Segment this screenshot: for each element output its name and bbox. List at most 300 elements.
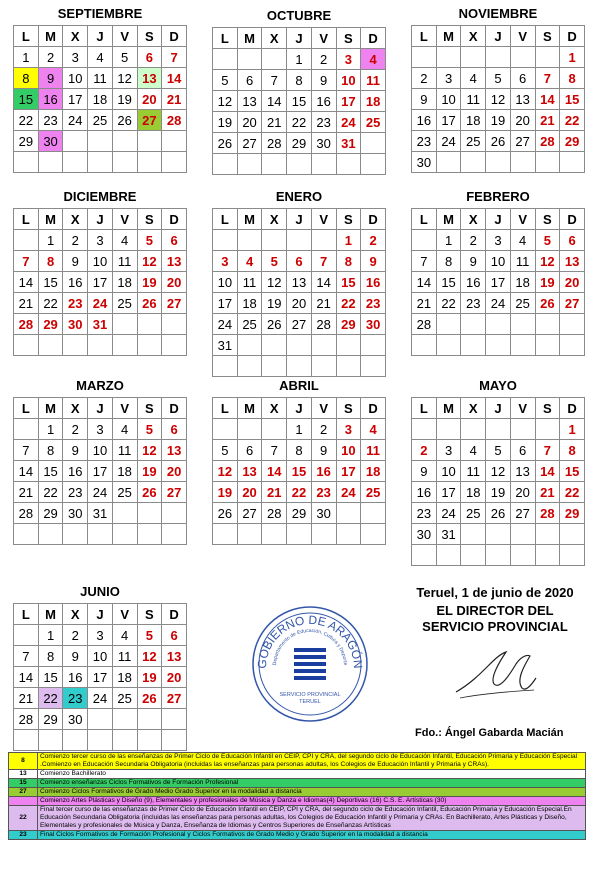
- day-cell: 19: [137, 461, 162, 482]
- day-cell: 7: [162, 47, 187, 68]
- empty-cell: [560, 524, 585, 545]
- day-cell: 4: [88, 47, 113, 68]
- legend-row: [9, 831, 586, 840]
- day-cell: 6: [162, 419, 187, 440]
- day-cell: 17: [336, 91, 361, 112]
- day-cell: 28: [14, 709, 39, 730]
- day-cell: 2: [63, 625, 88, 646]
- empty-cell: [63, 335, 88, 356]
- day-cell: 16: [63, 667, 88, 688]
- empty-cell: [14, 625, 39, 646]
- empty-cell: [436, 335, 461, 356]
- day-cell: 12: [137, 646, 162, 667]
- day-cell: 31: [436, 524, 461, 545]
- empty-cell: [137, 131, 162, 152]
- empty-cell: [137, 503, 162, 524]
- empty-cell: [237, 154, 262, 175]
- empty-cell: [436, 419, 461, 440]
- empty-cell: [162, 524, 187, 545]
- weekday-header: V: [311, 209, 336, 230]
- empty-cell: [137, 730, 162, 751]
- empty-cell: [14, 419, 39, 440]
- day-cell: 15: [287, 461, 312, 482]
- day-cell: 29: [38, 314, 63, 335]
- day-cell: 3: [486, 230, 511, 251]
- empty-cell: [287, 335, 312, 356]
- empty-cell: [237, 230, 262, 251]
- day-cell: 23: [412, 503, 437, 524]
- day-cell: 26: [535, 293, 560, 314]
- day-cell: 5: [137, 230, 162, 251]
- signed-by: Fdo.: Ángel Gabarda Macián: [415, 727, 564, 739]
- month-grid: [212, 208, 386, 377]
- day-cell: 16: [412, 482, 437, 503]
- empty-cell: [213, 356, 238, 377]
- empty-cell: [560, 152, 585, 173]
- empty-cell: [535, 335, 560, 356]
- day-cell: 23: [461, 293, 486, 314]
- day-cell: 23: [311, 482, 336, 503]
- day-cell: 21: [14, 688, 39, 709]
- day-cell: 22: [436, 293, 461, 314]
- empty-cell: [535, 524, 560, 545]
- day-cell: 12: [486, 89, 511, 110]
- day-cell: 22: [38, 482, 63, 503]
- day-cell: 5: [112, 47, 137, 68]
- day-cell: 13: [510, 89, 535, 110]
- day-cell: 22: [560, 482, 585, 503]
- empty-cell: [486, 419, 511, 440]
- day-cell: 18: [112, 667, 137, 688]
- empty-cell: [287, 154, 312, 175]
- empty-cell: [412, 545, 437, 566]
- empty-cell: [38, 524, 63, 545]
- day-cell: 18: [88, 89, 113, 110]
- day-cell: 3: [88, 419, 113, 440]
- day-cell: 20: [137, 89, 162, 110]
- legend-text: Comienzo Artes Plásticas y Diseño (9), Elementales y profesionales de Música y Danza e Idiomas(4) Deportivas (16) C.S. E. Artísticas (30): [38, 797, 586, 806]
- empty-cell: [137, 152, 162, 173]
- day-cell: 20: [162, 461, 187, 482]
- empty-cell: [486, 545, 511, 566]
- day-cell: 11: [461, 89, 486, 110]
- empty-cell: [336, 154, 361, 175]
- weekday-header: V: [112, 209, 137, 230]
- day-cell: 19: [213, 112, 238, 133]
- empty-cell: [436, 152, 461, 173]
- weekday-header: V: [112, 604, 137, 625]
- empty-cell: [262, 524, 287, 545]
- day-cell: 28: [262, 503, 287, 524]
- day-cell: 11: [237, 272, 262, 293]
- day-cell: 19: [535, 272, 560, 293]
- day-cell: 12: [535, 251, 560, 272]
- day-cell: 4: [112, 230, 137, 251]
- day-cell: 4: [461, 68, 486, 89]
- seal-bottom-line1: SERVICIO PROVINCIAL: [279, 692, 341, 698]
- day-cell: 17: [486, 272, 511, 293]
- day-cell: 20: [162, 272, 187, 293]
- weekday-header: M: [237, 398, 262, 419]
- legend-code: 22: [9, 806, 38, 831]
- day-cell: 20: [162, 667, 187, 688]
- weekday-header: S: [336, 209, 361, 230]
- day-cell: 11: [112, 646, 137, 667]
- weekday-header: J: [287, 209, 312, 230]
- day-cell: 25: [461, 503, 486, 524]
- day-cell: 19: [486, 482, 511, 503]
- empty-cell: [486, 524, 511, 545]
- weekday-header: D: [162, 26, 187, 47]
- empty-cell: [436, 545, 461, 566]
- empty-cell: [162, 709, 187, 730]
- empty-cell: [112, 314, 137, 335]
- empty-cell: [63, 730, 88, 751]
- legend-code: 23: [9, 831, 38, 840]
- day-cell: 15: [287, 91, 312, 112]
- day-cell: 4: [361, 419, 386, 440]
- day-cell: 29: [287, 133, 312, 154]
- day-cell: 15: [38, 461, 63, 482]
- empty-cell: [361, 335, 386, 356]
- day-cell: 15: [560, 89, 585, 110]
- day-cell: 26: [137, 482, 162, 503]
- day-cell: 5: [486, 440, 511, 461]
- day-cell: 28: [535, 503, 560, 524]
- day-cell: 18: [112, 461, 137, 482]
- weekday-header: J: [287, 28, 312, 49]
- day-cell: 15: [38, 667, 63, 688]
- day-cell: 13: [237, 461, 262, 482]
- weekday-header: J: [287, 398, 312, 419]
- handwritten-signature: [450, 644, 540, 704]
- day-cell: 18: [112, 272, 137, 293]
- empty-cell: [361, 133, 386, 154]
- day-cell: 11: [461, 461, 486, 482]
- day-cell: 27: [287, 314, 312, 335]
- day-cell: 16: [63, 461, 88, 482]
- weekday-header: J: [486, 26, 511, 47]
- empty-cell: [137, 524, 162, 545]
- day-cell: 21: [262, 482, 287, 503]
- day-cell: 19: [112, 89, 137, 110]
- month-grid: [411, 208, 585, 356]
- seal-bottom-line2: TERUEL: [299, 699, 321, 705]
- day-cell: 18: [361, 91, 386, 112]
- day-cell: 2: [311, 419, 336, 440]
- day-cell: 4: [237, 251, 262, 272]
- day-cell: 6: [162, 230, 187, 251]
- director-title-line1: EL DIRECTOR DEL: [436, 603, 554, 618]
- day-cell: 4: [510, 230, 535, 251]
- day-cell: 1: [560, 419, 585, 440]
- weekday-header: M: [38, 398, 63, 419]
- month-title: OCTUBRE: [266, 8, 332, 23]
- empty-cell: [311, 230, 336, 251]
- weekday-header: L: [14, 398, 39, 419]
- day-cell: 9: [412, 461, 437, 482]
- day-cell: 25: [361, 482, 386, 503]
- day-cell: 29: [38, 503, 63, 524]
- month-title: DICIEMBRE: [63, 189, 137, 204]
- day-cell: 6: [137, 47, 162, 68]
- day-cell: 28: [311, 314, 336, 335]
- weekday-header: S: [535, 398, 560, 419]
- day-cell: 4: [461, 440, 486, 461]
- day-cell: 9: [38, 68, 63, 89]
- day-cell: 10: [88, 646, 113, 667]
- day-cell: 3: [63, 47, 88, 68]
- day-cell: 24: [88, 688, 113, 709]
- day-cell: 7: [262, 440, 287, 461]
- day-cell: 24: [436, 131, 461, 152]
- weekday-header: D: [162, 209, 187, 230]
- day-cell: 6: [162, 625, 187, 646]
- empty-cell: [162, 152, 187, 173]
- weekday-header: M: [237, 209, 262, 230]
- day-cell: 24: [88, 482, 113, 503]
- empty-cell: [137, 709, 162, 730]
- weekday-header: D: [361, 28, 386, 49]
- empty-cell: [162, 503, 187, 524]
- day-cell: 12: [137, 251, 162, 272]
- empty-cell: [287, 524, 312, 545]
- legend-row: [9, 797, 586, 806]
- weekday-header: L: [213, 209, 238, 230]
- empty-cell: [510, 152, 535, 173]
- weekday-header: X: [262, 209, 287, 230]
- day-cell: 4: [361, 49, 386, 70]
- empty-cell: [112, 730, 137, 751]
- day-cell: 17: [436, 482, 461, 503]
- day-cell: 27: [137, 110, 162, 131]
- day-cell: 30: [63, 314, 88, 335]
- weekday-header: S: [137, 398, 162, 419]
- legend-text: Comienzo Ciclos Formativos de Grado Medio Grado Superior en la modalidad a distancia: [38, 788, 586, 797]
- day-cell: 20: [287, 293, 312, 314]
- day-cell: 4: [112, 625, 137, 646]
- empty-cell: [14, 335, 39, 356]
- empty-cell: [560, 545, 585, 566]
- day-cell: 16: [63, 272, 88, 293]
- day-cell: 19: [262, 293, 287, 314]
- day-cell: 29: [336, 314, 361, 335]
- month-grid: [13, 397, 187, 545]
- day-cell: 6: [510, 68, 535, 89]
- month-grid: [411, 397, 585, 566]
- day-cell: 9: [412, 89, 437, 110]
- day-cell: 31: [88, 314, 113, 335]
- day-cell: 20: [510, 482, 535, 503]
- day-cell: 24: [213, 314, 238, 335]
- day-cell: 24: [88, 293, 113, 314]
- day-cell: 8: [287, 440, 312, 461]
- day-cell: 15: [436, 272, 461, 293]
- empty-cell: [461, 335, 486, 356]
- empty-cell: [311, 356, 336, 377]
- day-cell: 21: [14, 293, 39, 314]
- day-cell: 14: [262, 461, 287, 482]
- day-cell: 24: [336, 112, 361, 133]
- day-cell: 11: [112, 440, 137, 461]
- day-cell: 27: [510, 503, 535, 524]
- weekday-header: L: [14, 26, 39, 47]
- day-cell: 28: [412, 314, 437, 335]
- day-cell: 30: [361, 314, 386, 335]
- day-cell: 26: [486, 131, 511, 152]
- day-cell: 22: [287, 112, 312, 133]
- day-cell: 8: [436, 251, 461, 272]
- day-cell: 29: [560, 131, 585, 152]
- day-cell: 20: [237, 112, 262, 133]
- empty-cell: [213, 49, 238, 70]
- day-cell: 28: [535, 131, 560, 152]
- day-cell: 31: [88, 503, 113, 524]
- day-cell: 13: [510, 461, 535, 482]
- day-cell: 25: [112, 688, 137, 709]
- weekday-header: D: [361, 209, 386, 230]
- day-cell: 17: [88, 667, 113, 688]
- day-cell: 7: [535, 68, 560, 89]
- day-cell: 18: [461, 110, 486, 131]
- weekday-header: L: [412, 26, 437, 47]
- day-cell: 18: [461, 482, 486, 503]
- empty-cell: [88, 131, 113, 152]
- day-cell: 7: [535, 440, 560, 461]
- weekday-header: M: [38, 604, 63, 625]
- day-cell: 5: [486, 68, 511, 89]
- empty-cell: [112, 131, 137, 152]
- day-cell: 23: [38, 110, 63, 131]
- day-cell: 15: [336, 272, 361, 293]
- day-cell: 12: [137, 440, 162, 461]
- day-cell: 2: [412, 68, 437, 89]
- empty-cell: [486, 152, 511, 173]
- month-title: FEBRERO: [466, 189, 530, 204]
- weekday-header: X: [63, 209, 88, 230]
- empty-cell: [237, 49, 262, 70]
- day-cell: 10: [336, 440, 361, 461]
- empty-cell: [461, 419, 486, 440]
- weekday-header: S: [137, 209, 162, 230]
- empty-cell: [510, 47, 535, 68]
- day-cell: 16: [311, 461, 336, 482]
- weekday-header: L: [213, 28, 238, 49]
- empty-cell: [112, 152, 137, 173]
- day-cell: 18: [361, 461, 386, 482]
- empty-cell: [510, 524, 535, 545]
- weekday-header: V: [510, 209, 535, 230]
- month-grid: [212, 397, 386, 545]
- day-cell: 27: [237, 133, 262, 154]
- day-cell: 6: [237, 440, 262, 461]
- day-cell: 29: [38, 709, 63, 730]
- legend-text: Final Ciclos Formativos de Formación Profesional y Ciclos Formativos de Grado Medio y Grado Superior en la modalidad a distancia: [38, 831, 586, 840]
- empty-cell: [14, 524, 39, 545]
- day-cell: 25: [461, 131, 486, 152]
- weekday-header: X: [63, 26, 88, 47]
- day-cell: 13: [162, 646, 187, 667]
- month-title: JUNIO: [80, 584, 120, 599]
- weekday-header: V: [510, 398, 535, 419]
- empty-cell: [262, 49, 287, 70]
- day-cell: 10: [486, 251, 511, 272]
- empty-cell: [112, 709, 137, 730]
- empty-cell: [510, 314, 535, 335]
- day-cell: 14: [535, 89, 560, 110]
- day-cell: 21: [311, 293, 336, 314]
- day-cell: 29: [287, 503, 312, 524]
- day-cell: 7: [262, 70, 287, 91]
- empty-cell: [88, 730, 113, 751]
- empty-cell: [461, 314, 486, 335]
- legend-text: Comienzo enseñanzas Ciclos Formativos de Formación Profesional: [38, 779, 586, 788]
- day-cell: 14: [14, 461, 39, 482]
- empty-cell: [560, 314, 585, 335]
- day-cell: 28: [14, 314, 39, 335]
- empty-cell: [560, 335, 585, 356]
- empty-cell: [535, 152, 560, 173]
- day-cell: 7: [14, 251, 39, 272]
- day-cell: 9: [461, 251, 486, 272]
- day-cell: 25: [112, 482, 137, 503]
- weekday-header: M: [38, 26, 63, 47]
- day-cell: 22: [38, 688, 63, 709]
- day-cell: 18: [237, 293, 262, 314]
- place-date: Teruel, 1 de junio de 2020: [416, 585, 574, 600]
- weekday-header: J: [88, 398, 113, 419]
- empty-cell: [436, 47, 461, 68]
- day-cell: 18: [510, 272, 535, 293]
- empty-cell: [361, 356, 386, 377]
- day-cell: 26: [262, 314, 287, 335]
- day-cell: 25: [361, 112, 386, 133]
- weekday-header: M: [237, 28, 262, 49]
- day-cell: 23: [63, 688, 88, 709]
- day-cell: 21: [535, 110, 560, 131]
- day-cell: 11: [361, 70, 386, 91]
- day-cell: 26: [213, 503, 238, 524]
- weekday-header: V: [112, 26, 137, 47]
- month-title: ENERO: [275, 189, 323, 204]
- day-cell: 2: [412, 440, 437, 461]
- day-cell: 29: [14, 131, 39, 152]
- day-cell: 1: [336, 230, 361, 251]
- day-cell: 27: [162, 293, 187, 314]
- day-cell: 26: [213, 133, 238, 154]
- legend-code: [9, 797, 38, 806]
- empty-cell: [535, 419, 560, 440]
- day-cell: 13: [287, 272, 312, 293]
- day-cell: 5: [262, 251, 287, 272]
- day-cell: 1: [38, 625, 63, 646]
- empty-cell: [361, 524, 386, 545]
- day-cell: 6: [287, 251, 312, 272]
- day-cell: 6: [237, 70, 262, 91]
- month-title: MARZO: [76, 378, 124, 393]
- weekday-header: V: [112, 398, 137, 419]
- empty-cell: [88, 335, 113, 356]
- empty-cell: [486, 47, 511, 68]
- day-cell: 25: [237, 314, 262, 335]
- day-cell: 28: [14, 503, 39, 524]
- day-cell: 30: [311, 503, 336, 524]
- day-cell: 23: [311, 112, 336, 133]
- empty-cell: [38, 730, 63, 751]
- empty-cell: [361, 503, 386, 524]
- weekday-header: X: [63, 604, 88, 625]
- weekday-header: D: [560, 398, 585, 419]
